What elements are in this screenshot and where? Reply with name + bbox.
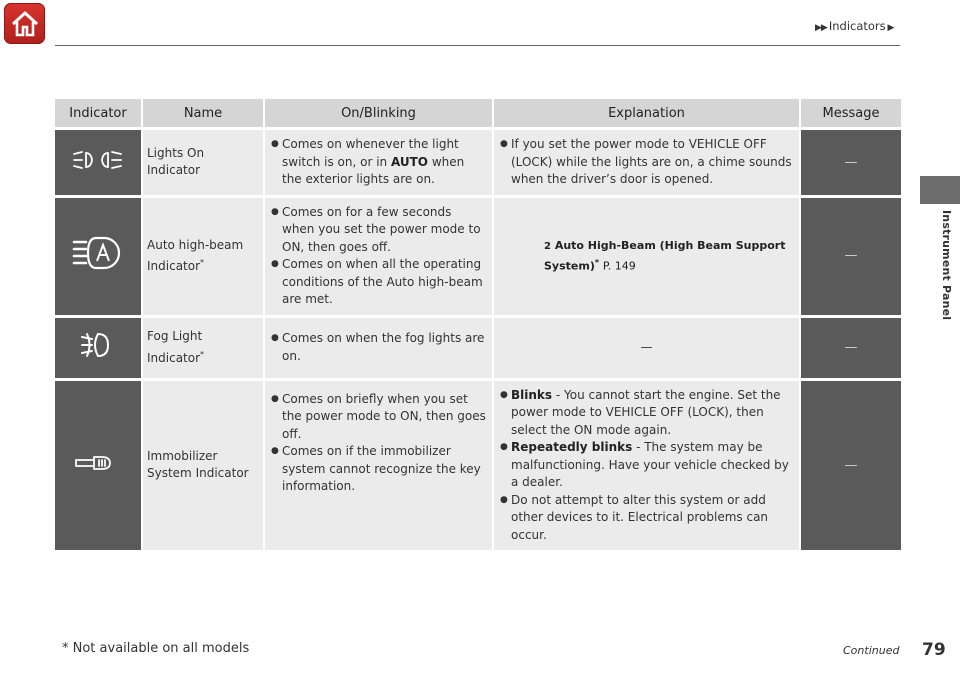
list-item: ● Comes on if the immobilizer system cannot recognize the key information. (271, 443, 486, 496)
text: - You cannot start the engine. Set the power mode to VEHICLE OFF (LOCK), then select the ON mode again. (511, 387, 781, 437)
indicator-cell (55, 381, 143, 551)
list-item: ● Comes on when the fog lights are on. (271, 330, 486, 365)
table-row-auto-high-beam (55, 198, 901, 315)
table-row-immobilizer (55, 381, 901, 551)
text-bold: Repeatedly blinks (511, 440, 633, 454)
explanation-cell: — (494, 318, 801, 378)
indicators-table (55, 96, 901, 553)
text-bold: AUTO (390, 154, 429, 169)
column-header-explanation: Explanation (494, 99, 801, 127)
lights-on-icon (68, 145, 128, 175)
list-item: ● If you set the power mode to VEHICLE OFF (LOCK) while the lights are on, a chime sounds when the driver’s door is opened. (500, 136, 793, 189)
indicator-name: Immobilizer System Indicator (143, 381, 265, 551)
breadcrumb-label: Indicators (828, 19, 886, 33)
column-header-indicator: Indicator (55, 99, 143, 127)
list-item: ● Do not attempt to alter this system or add other devices to it. Electrical problems can occur. (500, 492, 793, 545)
message-cell: — (801, 130, 901, 195)
page-number: 79 (922, 640, 946, 660)
asterisk: * (200, 349, 205, 359)
message-cell: — (801, 318, 901, 378)
reference-arrow-icon: 2 (544, 240, 551, 252)
column-header-on-blinking: On/Blinking (265, 99, 494, 127)
indicator-name: Lights On Indicator (143, 130, 265, 195)
reference-title: Auto High-Beam (High Beam Support System) (544, 238, 786, 273)
footnote: * Not available on all models (62, 641, 250, 656)
list-item: ● Comes on when all the operating conditions of the Auto high-beam are met. (271, 256, 486, 309)
indicator-cell (55, 318, 143, 378)
asterisk: * (200, 258, 205, 267)
on-blinking-cell (265, 381, 494, 551)
message-cell: — (801, 198, 901, 315)
breadcrumb-arrow-icon: ▶ (885, 23, 894, 33)
section-tab[interactable] (920, 176, 960, 204)
header-rule (55, 45, 900, 46)
breadcrumb-arrows-icon: ▶▶ (815, 23, 827, 33)
list-item (500, 439, 793, 492)
continued-label: Continued (843, 644, 900, 657)
text-bold: Blinks (511, 387, 553, 402)
indicator-name-text: Fog Light Indicator (147, 329, 203, 365)
text: Comes on whenever the light switch is on, or in (282, 137, 459, 169)
reference-page: P. 149 (602, 259, 636, 273)
immobilizer-key-icon (70, 448, 126, 478)
asterisk: * (594, 257, 600, 267)
column-header-message: Message (801, 99, 901, 127)
column-header-name: Name (143, 99, 265, 127)
breadcrumb[interactable] (815, 19, 895, 33)
indicator-name (143, 198, 265, 315)
table-row-lights-on (55, 130, 901, 195)
fog-light-icon (78, 328, 118, 362)
explanation-cell (494, 198, 801, 315)
on-blinking-cell (265, 130, 494, 195)
list-item: ● Comes on briefly when you set the power mode to ON, then goes off. (271, 391, 486, 444)
indicator-cell (55, 130, 143, 195)
list-item (271, 136, 486, 189)
page-reference-link[interactable] (500, 238, 793, 275)
auto-high-beam-icon (68, 233, 128, 273)
indicator-name (143, 318, 265, 378)
text: - The system may be malfunctioning. Have your vehicle checked by a dealer. (511, 440, 789, 489)
explanation-cell (494, 130, 801, 195)
explanation-cell (494, 381, 801, 551)
home-button[interactable] (4, 3, 45, 44)
message-cell: — (801, 381, 901, 551)
text: when the exterior lights are on. (282, 154, 465, 186)
home-icon (10, 9, 40, 39)
list-item: ● Comes on for a few seconds when you set the power mode to ON, then goes off. (271, 204, 486, 257)
table-row-fog-light (55, 318, 901, 378)
indicator-name-text: Auto high-beam Indicator (147, 237, 244, 273)
indicator-cell (55, 198, 143, 315)
section-label: Instrument Panel (940, 210, 953, 321)
on-blinking-cell (265, 318, 494, 378)
table-header-row (55, 99, 901, 127)
on-blinking-cell (265, 198, 494, 315)
list-item (500, 387, 793, 440)
